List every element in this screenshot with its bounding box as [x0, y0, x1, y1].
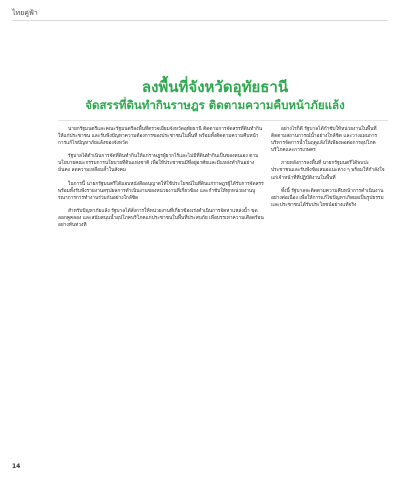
- article-title-block: [80, 78, 350, 113]
- left-text-column: [58, 126, 264, 235]
- body-paragraph: นายกรัฐมนตรีและคณะรัฐมนตรีลงพื้นที่ตรวจเยี่ยมจังหวัดอุทัยธานี ติดตามการจัดสรรที่ดินทำกินให้แก่ประชาชน และรับฟังปัญหาความต้องการของประชาชนในพื้นที่ พร้อมทั้งติดตามความคืบหน้าการแก้ไขปัญหาภัยแล้งของจังหวัด: [58, 127, 263, 147]
- body-paragraph: ในการนี้ นายกรัฐมนตรีได้มอบหนังสืออนุญาตให้ใช้ประโยชน์ในที่ดินแก่ราษฎรผู้ได้รับการจัดสรร พร้อมทั้งรับฟังรายงานสรุปผลการดำเนินงานของหน่วยงานที่เกี่ยวข้อง และกำชับให้ทุกหน่วยงานบูรณาการการทำงานร่วมกันอย่างใกล้ชิด: [58, 181, 264, 201]
- article-subtitle: จัดสรรที่ดินทำกินราษฎร ติดตามความคืบหน้าภัยแล้ง: [85, 98, 345, 112]
- body-paragraph: ภายหลังการลงพื้นที่ นายกรัฐมนตรีได้พบปะประชาชนและรับฟังข้อเสนอแนะต่าง ๆ พร้อมให้กำลังใจแก่เจ้าหน้าที่ที่ปฏิบัติงานในพื้นที่: [271, 161, 385, 181]
- body-paragraph: ทั้งนี้ รัฐบาลจะติดตามความคืบหน้าการดำเนินงานอย่างต่อเนื่อง เพื่อให้การแก้ไขปัญหาเกิดผลเป็นรูปธรรม และประชาชนได้รับประโยชน์อย่างแท้จริง: [271, 188, 384, 208]
- article-title: ลงพื้นที่จังหวัดอุทัยธานี: [141, 78, 289, 96]
- section-header: ไทยคู่ฟ้า: [12, 9, 38, 17]
- body-paragraph: รัฐบาลได้ดำเนินการจัดที่ดินทำกินให้แก่ราษฎรผู้ยากไร้และไม่มีที่ดินทำกินเป็นของตนเอง ตามนโยบายคณะกรรมการนโยบายที่ดินแห่งชาติ เพื่อให้ประชาชนมีที่อยู่อาศัยและมีแหล่งทำกินอย่างมั่นคง ลดความเหลื่อมล้ำในสังคม: [58, 154, 259, 174]
- title-divider: [58, 120, 388, 121]
- body-paragraph: สำหรับปัญหาภัยแล้ง รัฐบาลได้สั่งการให้หน่วยงานที่เกี่ยวข้องเร่งดำเนินการจัดหาแหล่งน้ำ ขุดลอกคูคลอง และสนับสนุนน้ำอุปโภคบริโภคแก่ประชาชนในพื้นที่ประสบภัย เพื่อบรรเทาความเดือดร้อนอย่างทันท่วงที: [58, 208, 264, 229]
- top-divider: [12, 20, 388, 21]
- right-text-column: [271, 126, 388, 215]
- page-number: 14: [12, 463, 21, 470]
- body-paragraph: อย่างไรก็ดี รัฐบาลได้กำชับให้หน่วยงานในพื้นที่ติดตามสถานการณ์น้ำอย่างใกล้ชิด และวางแผนการบริหารจัดการน้ำในฤดูแล้งให้เพียงพอต่อการอุปโภคบริโภคและการเกษตร: [271, 127, 378, 154]
